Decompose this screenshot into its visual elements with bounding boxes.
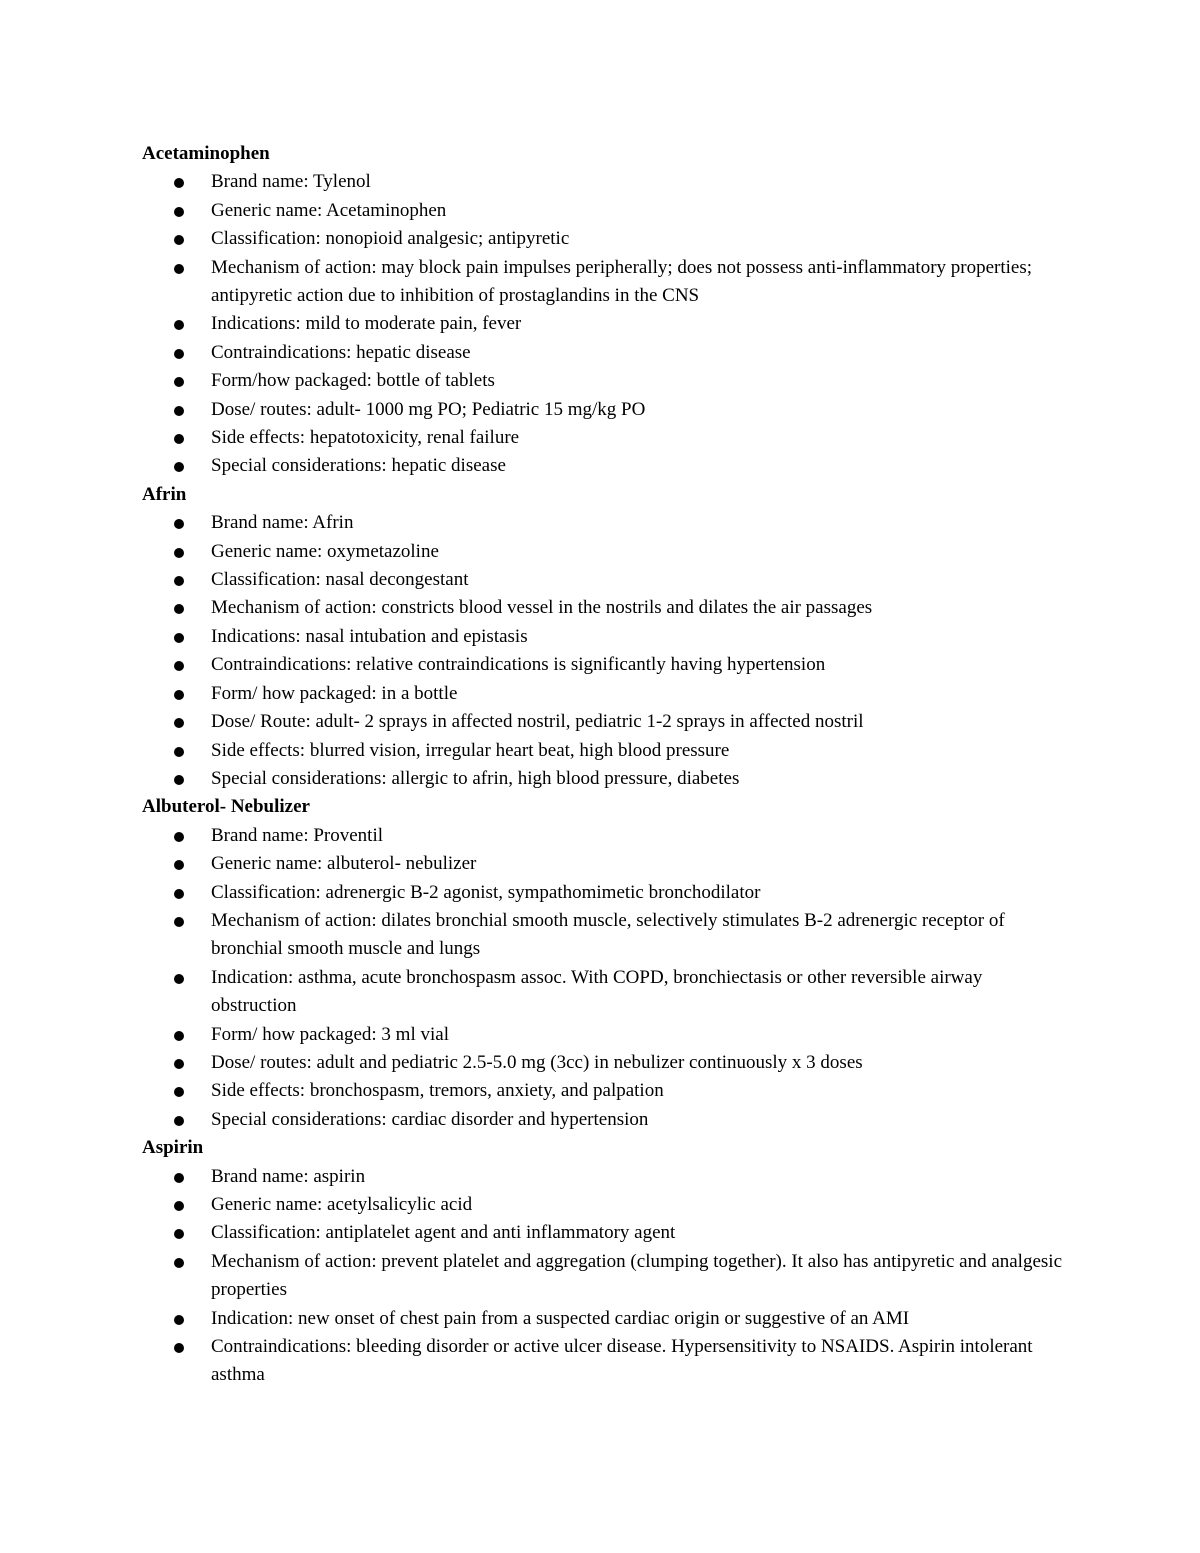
drug-property-text: Brand name: Tylenol — [211, 171, 371, 193]
drug-property-item — [142, 623, 1072, 651]
drug-property-item — [142, 1191, 1072, 1219]
drug-property-item — [142, 1021, 1072, 1049]
drug-property-item — [142, 1305, 1072, 1333]
bullet-icon — [174, 349, 184, 359]
bullet-icon — [174, 1031, 184, 1041]
bullet-icon — [174, 1059, 184, 1069]
drug-property-item — [142, 651, 1072, 679]
drug-property-text: Classification: nasal decongestant — [211, 569, 469, 591]
bullet-icon — [174, 1258, 184, 1268]
drug-property-item — [142, 594, 1072, 622]
drug-property-item — [142, 1049, 1072, 1077]
drug-property-text: Generic name: albuterol- nebulizer — [211, 853, 477, 875]
drug-property-text: Form/ how packaged: 3 ml vial — [211, 1023, 449, 1045]
bullet-icon — [174, 917, 184, 927]
drug-property-item — [142, 1077, 1072, 1105]
drug-property-text: Contraindications: relative contraindications is significantly having hypertension — [211, 654, 826, 676]
bullet-icon — [174, 633, 184, 643]
drug-property-item — [142, 339, 1072, 367]
drug-property-text: Indications: nasal intubation and epistasis — [211, 625, 528, 647]
drug-property-text: Special considerations: hepatic disease — [211, 455, 506, 477]
bullet-icon — [174, 604, 184, 614]
bullet-icon — [174, 1087, 184, 1097]
bullet-icon — [174, 576, 184, 586]
drug-property-text: Mechanism of action: dilates bronchial smooth muscle, selectively stimulates B-2 adrenergic receptor of bronchial smooth muscle and lungs — [211, 909, 1005, 960]
drug-property-item — [142, 708, 1072, 736]
drug-property-text: Contraindications: hepatic disease — [211, 341, 471, 363]
bullet-icon — [174, 462, 184, 472]
drug-property-text: Generic name: oxymetazoline — [211, 540, 439, 562]
drug-section — [142, 793, 1072, 1134]
drug-property-item — [142, 310, 1072, 338]
bullet-icon — [174, 747, 184, 757]
drug-property-text: Indication: asthma, acute bronchospasm assoc. With COPD, bronchiectasis or other reversible airway obstruction — [211, 966, 983, 1017]
drug-property-item — [142, 964, 1072, 1021]
drug-property-text: Indications: mild to moderate pain, fever — [211, 313, 522, 335]
bullet-icon — [174, 406, 184, 416]
bullet-icon — [174, 1229, 184, 1239]
drug-property-text: Brand name: aspirin — [211, 1165, 366, 1187]
bullet-icon — [174, 207, 184, 217]
drug-property-item — [142, 254, 1072, 311]
drug-property-item — [142, 680, 1072, 708]
drug-property-text: Classification: nonopioid analgesic; antipyretic — [211, 228, 570, 250]
drug-property-list — [142, 1163, 1072, 1390]
drug-property-item — [142, 737, 1072, 765]
bullet-icon — [174, 434, 184, 444]
drug-property-text: Form/ how packaged: in a bottle — [211, 682, 458, 704]
drug-property-text: Dose/ Route: adult- 2 sprays in affected nostril, pediatric 1-2 sprays in affected nostril — [211, 711, 864, 733]
bullet-icon — [174, 889, 184, 899]
drug-title: Afrin — [142, 483, 187, 505]
drug-property-text: Special considerations: allergic to afrin, high blood pressure, diabetes — [211, 767, 740, 789]
drug-property-item — [142, 850, 1072, 878]
drug-property-item — [142, 1333, 1072, 1390]
bullet-icon — [174, 860, 184, 870]
drug-property-item — [142, 197, 1072, 225]
drug-property-text: Mechanism of action: constricts blood vessel in the nostrils and dilates the air passages — [211, 597, 873, 619]
drug-property-item — [142, 822, 1072, 850]
drug-property-text: Contraindications: bleeding disorder or active ulcer disease. Hypersensitivity to NSAIDS. Aspirin intolerant asthma — [211, 1336, 1033, 1386]
drug-property-text: Special considerations: cardiac disorder and hypertension — [211, 1108, 649, 1130]
bullet-icon — [174, 974, 184, 984]
bullet-icon — [174, 235, 184, 245]
drug-property-item — [142, 1219, 1072, 1247]
drug-property-list — [142, 168, 1072, 480]
drug-property-item — [142, 907, 1072, 964]
bullet-icon — [174, 690, 184, 700]
drug-property-text: Dose/ routes: adult- 1000 mg PO; Pediatric 15 mg/kg PO — [211, 398, 646, 420]
bullet-icon — [174, 1116, 184, 1126]
drug-property-text: Dose/ routes: adult and pediatric 2.5-5.0 mg (3cc) in nebulizer continuously x 3 doses — [211, 1051, 863, 1073]
drug-property-text: Side effects: bronchospasm, tremors, anxiety, and palpation — [211, 1080, 664, 1102]
drug-property-list — [142, 509, 1072, 793]
bullet-icon — [174, 519, 184, 529]
drug-property-text: Form/how packaged: bottle of tablets — [211, 370, 495, 392]
drug-title: Acetaminophen — [142, 143, 270, 164]
drug-property-item — [142, 538, 1072, 566]
drug-property-item — [142, 1163, 1072, 1191]
drug-property-item — [142, 509, 1072, 537]
drug-property-text: Generic name: acetylsalicylic acid — [211, 1193, 473, 1215]
drug-property-item — [142, 1248, 1072, 1305]
drug-title: Aspirin — [142, 1137, 204, 1159]
bullet-icon — [174, 1343, 184, 1353]
bullet-icon — [174, 1201, 184, 1211]
bullet-icon — [174, 178, 184, 188]
drug-property-text: Side effects: blurred vision, irregular heart beat, high blood pressure — [211, 739, 730, 761]
drug-property-text: Mechanism of action: may block pain impulses peripherally; does not possess anti-inflammatory properties; antipyretic action due to inhibition of prostaglandins in the CNS — [211, 256, 1033, 307]
bullet-icon — [174, 1173, 184, 1183]
drug-property-text: Side effects: hepatotoxicity, renal failure — [211, 427, 520, 449]
drug-title: Albuterol- Nebulizer — [142, 796, 310, 818]
drug-property-text: Brand name: Proventil — [211, 824, 384, 846]
drug-property-text: Indication: new onset of chest pain from a suspected cardiac origin or suggestive of an AMI — [211, 1307, 910, 1329]
bullet-icon — [174, 718, 184, 728]
drug-section — [142, 140, 1072, 481]
drug-property-item — [142, 879, 1072, 907]
bullet-icon — [174, 832, 184, 842]
drug-section — [142, 1134, 1072, 1390]
drug-property-item — [142, 765, 1072, 793]
bullet-icon — [174, 320, 184, 330]
bullet-icon — [174, 1315, 184, 1325]
drug-property-text: Classification: adrenergic B-2 agonist, sympathomimetic bronchodilator — [211, 881, 761, 903]
drug-property-item — [142, 396, 1072, 424]
drug-property-text: Generic name: Acetaminophen — [211, 199, 447, 221]
bullet-icon — [174, 264, 184, 274]
drug-property-item — [142, 1106, 1072, 1134]
bullet-icon — [174, 775, 184, 785]
drug-property-item — [142, 367, 1072, 395]
drug-property-text: Brand name: Afrin — [211, 512, 354, 534]
bullet-icon — [174, 548, 184, 558]
drug-property-item — [142, 452, 1072, 480]
drug-property-item — [142, 168, 1072, 196]
drug-property-list — [142, 822, 1072, 1134]
bullet-icon — [174, 661, 184, 671]
drug-property-item — [142, 225, 1072, 253]
drug-property-text: Classification: antiplatelet agent and anti inflammatory agent — [211, 1222, 676, 1244]
drug-section — [142, 481, 1072, 793]
drug-property-item — [142, 424, 1072, 452]
bullet-icon — [174, 377, 184, 387]
document-content — [142, 140, 1072, 1390]
drug-property-text: Mechanism of action: prevent platelet and aggregation (clumping together). It also has antipyretic and analgesic properties — [211, 1250, 1063, 1301]
drug-property-item — [142, 566, 1072, 594]
